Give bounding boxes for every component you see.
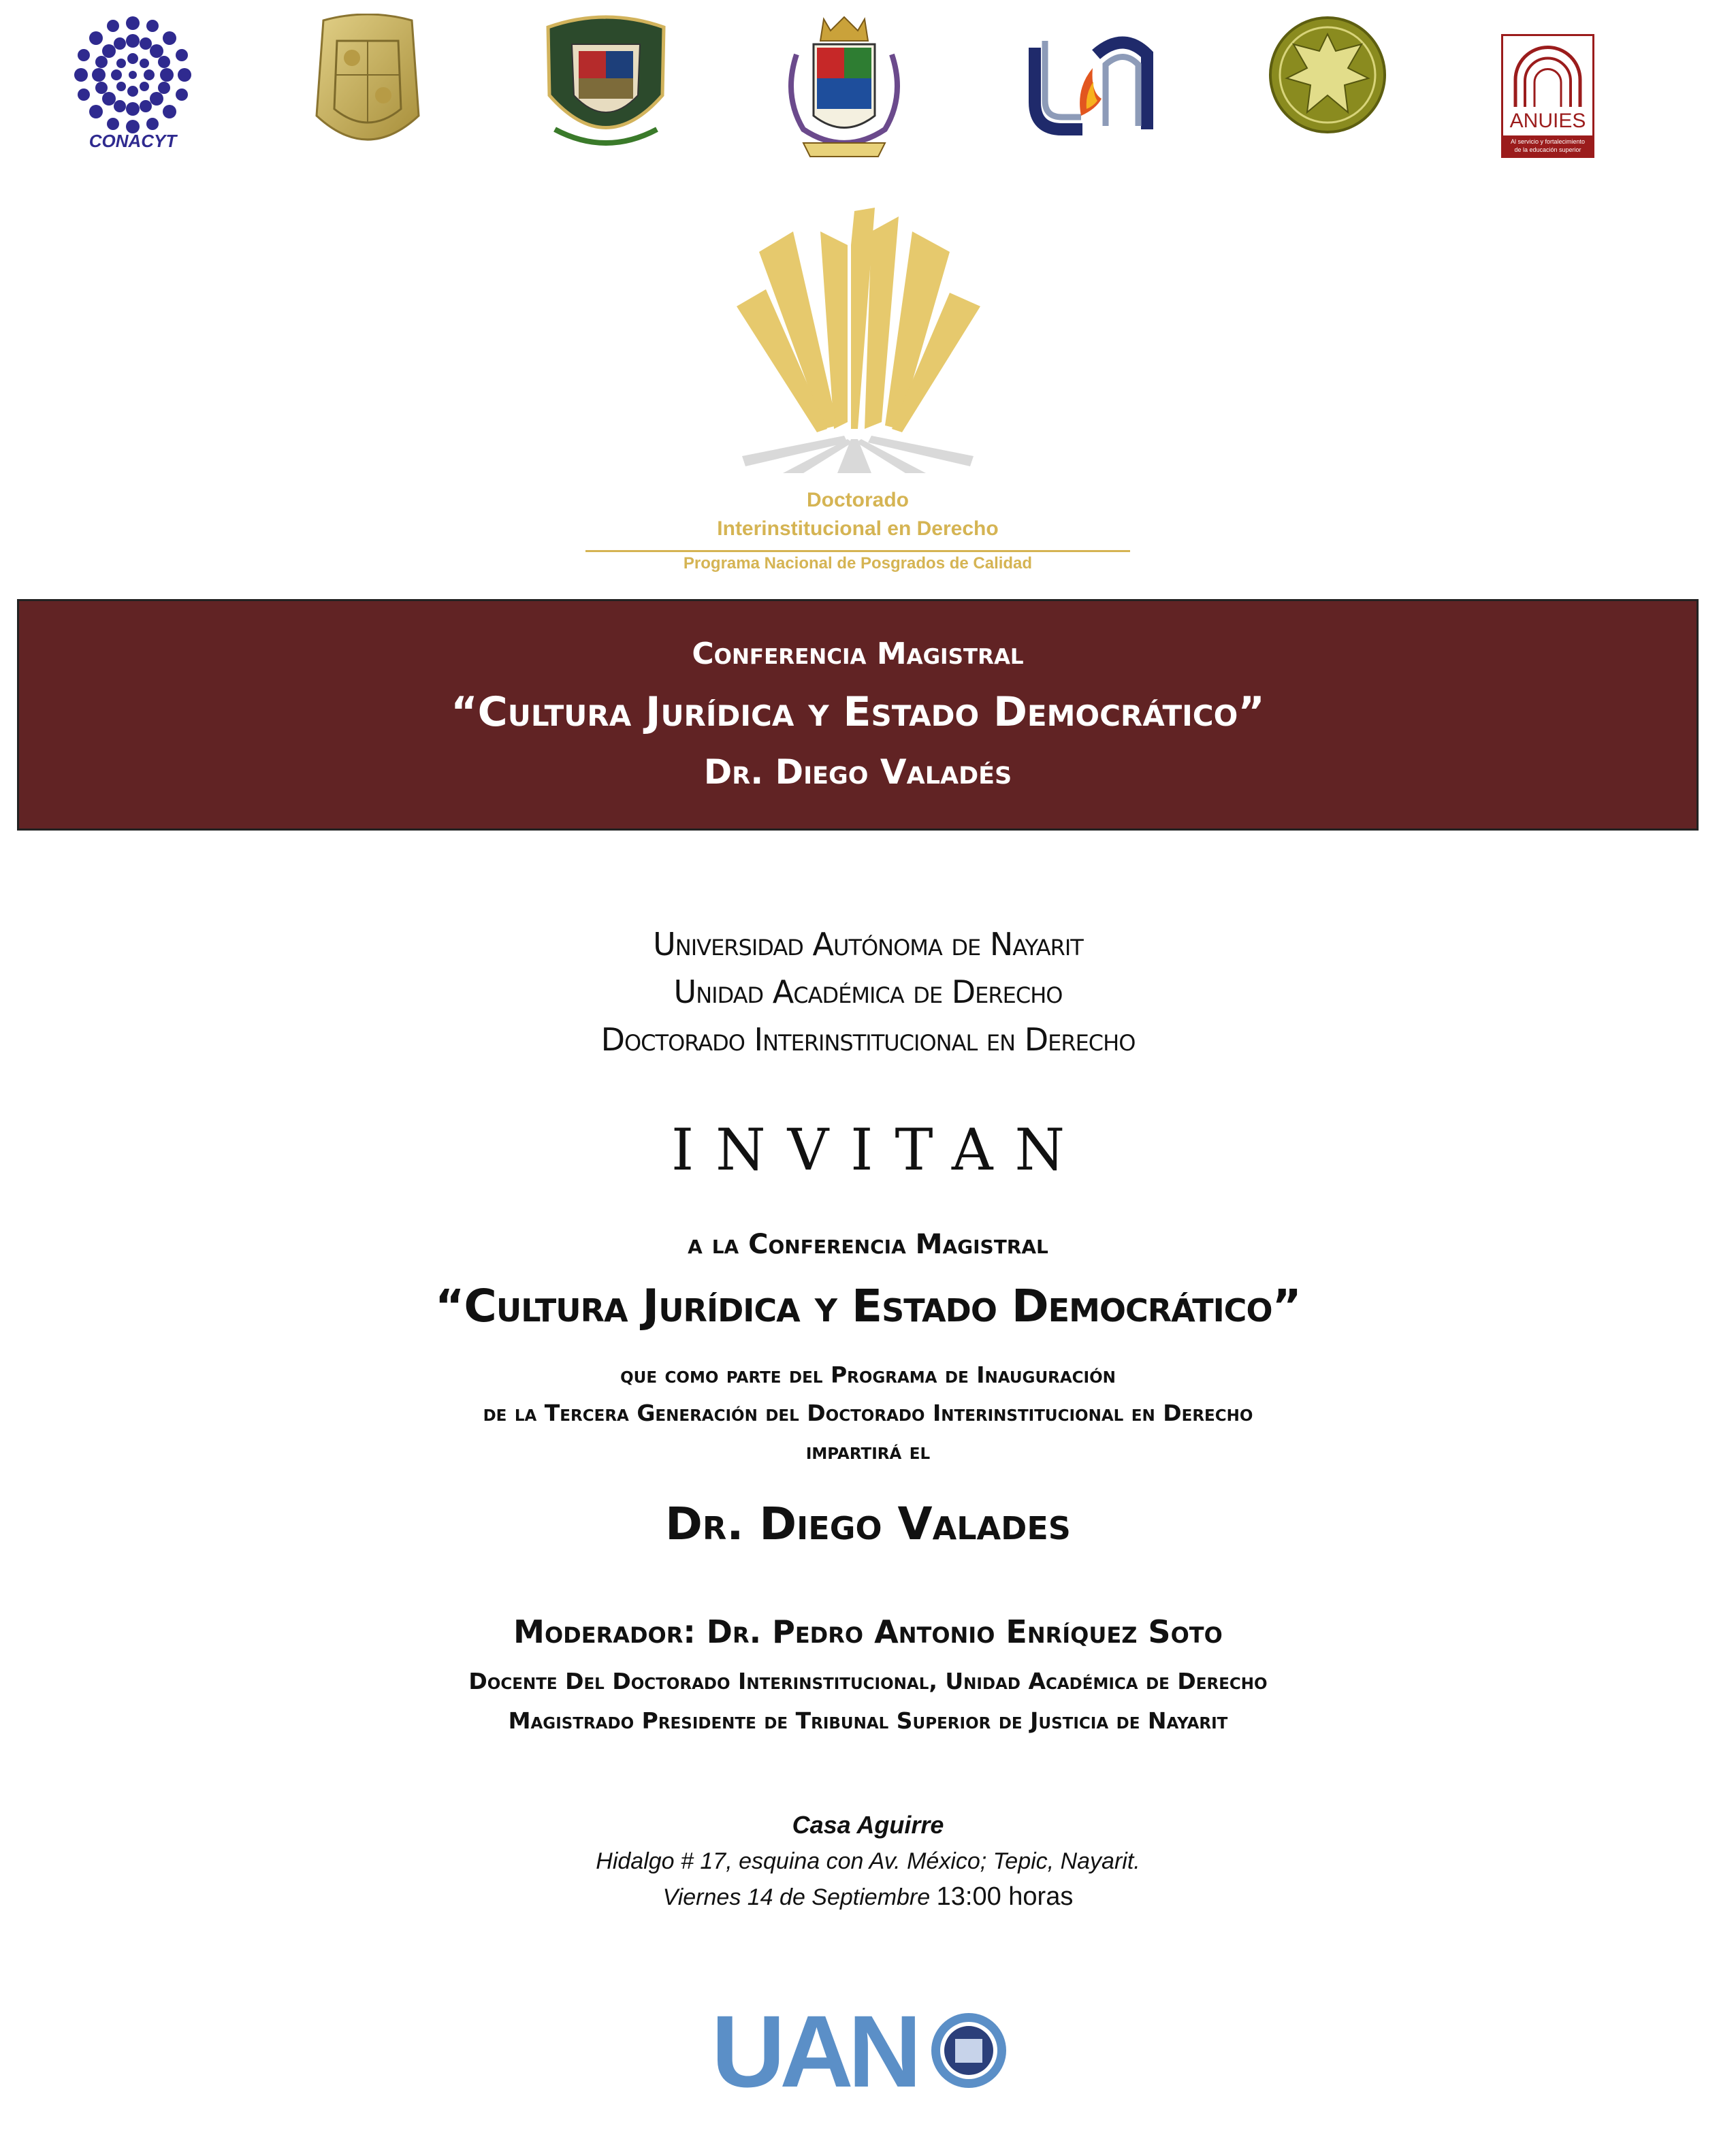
program-logo-line3: Programa Nacional de Posgrados de Calidad — [683, 554, 1033, 573]
moderator-role-1: Docente Del Doctorado Interinstitucional, Unidad Académica de Derecho — [468, 1668, 1268, 1694]
institution-1: Universidad Autónoma de Nayarit — [653, 926, 1083, 963]
crowned-crest-icon — [776, 14, 912, 170]
anuies-frame — [1501, 34, 1594, 158]
anuies-tagline-bar — [1503, 135, 1592, 156]
eagle-seal-icon — [1266, 14, 1389, 136]
invitan-heading: INVITAN — [671, 1116, 1087, 1183]
anuies-tagline-1: Al servicio y fortalecimiento — [1510, 138, 1586, 145]
uan-shield-logo — [310, 14, 425, 157]
gold-rays-emblem-icon — [579, 204, 1137, 477]
moderator-role-2: Magistrado Presidente de Tribunal Superior de Justicia de Nayarit — [508, 1707, 1228, 1734]
program-logo-divider — [585, 550, 1130, 552]
university-crest-icon — [541, 14, 671, 157]
conacyt-emblem-icon — [65, 14, 201, 136]
anuies-tagline-2: de la educación superior — [1514, 146, 1581, 153]
venue-date: Viernes 14 de Septiembre — [662, 1884, 931, 1910]
program-logo-line1: Doctorado — [807, 489, 909, 511]
moderator: Moderador: Dr. Pedro Antonio Enríquez Soto — [513, 1613, 1223, 1650]
umsnh-shield-logo — [541, 14, 671, 157]
uan-wordmark-icon — [711, 2001, 1011, 2097]
context-line-1: que como parte del Programa de Inauguración — [620, 1362, 1116, 1388]
speaker-name: Dr. Diego Valades — [665, 1498, 1071, 1550]
banner-event-type: Conferencia Magistral — [692, 637, 1024, 671]
uas-shield-logo — [776, 14, 912, 170]
program-logo-line2: Interinstitucional en Derecho — [717, 517, 999, 540]
context-line-3: impartirá el — [805, 1438, 931, 1464]
institution-2: Unidad Académica de Derecho — [673, 974, 1063, 1010]
conacyt-logo — [65, 14, 201, 157]
conacyt-wordmark: CONACYT — [89, 131, 177, 151]
anuies-wordmark: ANUIES — [1509, 110, 1586, 132]
doctorado-program-logo — [579, 204, 1137, 585]
anuies-logo — [1501, 14, 1593, 153]
uan-footer-logo — [711, 2001, 1011, 2097]
venue-time: 13:00 horas — [936, 1882, 1074, 1911]
context-line-2: de la Tercera Generación del Doctorado Interinstitucional en Derecho — [483, 1400, 1253, 1426]
venue-name: Casa Aguirre — [792, 1811, 944, 1839]
venue-address: Hidalgo # 17, esquina con Av. México; Tepic, Nayarit. — [596, 1848, 1140, 1874]
gold-shield-icon — [310, 14, 425, 157]
ua-monogram-icon — [1028, 14, 1157, 136]
title-banner — [17, 599, 1699, 831]
banner-speaker: Dr. Diego Valadés — [703, 752, 1012, 792]
anuies-arches-icon — [1503, 39, 1592, 114]
venue-datetime — [0, 1882, 1736, 1912]
eagle-seal-logo — [1266, 14, 1389, 136]
uan-wordmark-text: UAN — [711, 2001, 916, 2097]
invite-intro: a la Conferencia Magistral — [688, 1229, 1048, 1260]
sponsor-logos-row — [0, 14, 1736, 163]
institution-3: Doctorado Interinstitucional en Derecho — [600, 1021, 1136, 1058]
conference-title: “Cultura Jurídica y Estado Democrático” — [435, 1280, 1301, 1332]
banner-title: “Cultura Jurídica y Estado Democrático” — [451, 688, 1265, 736]
ua-logo — [1028, 14, 1157, 136]
